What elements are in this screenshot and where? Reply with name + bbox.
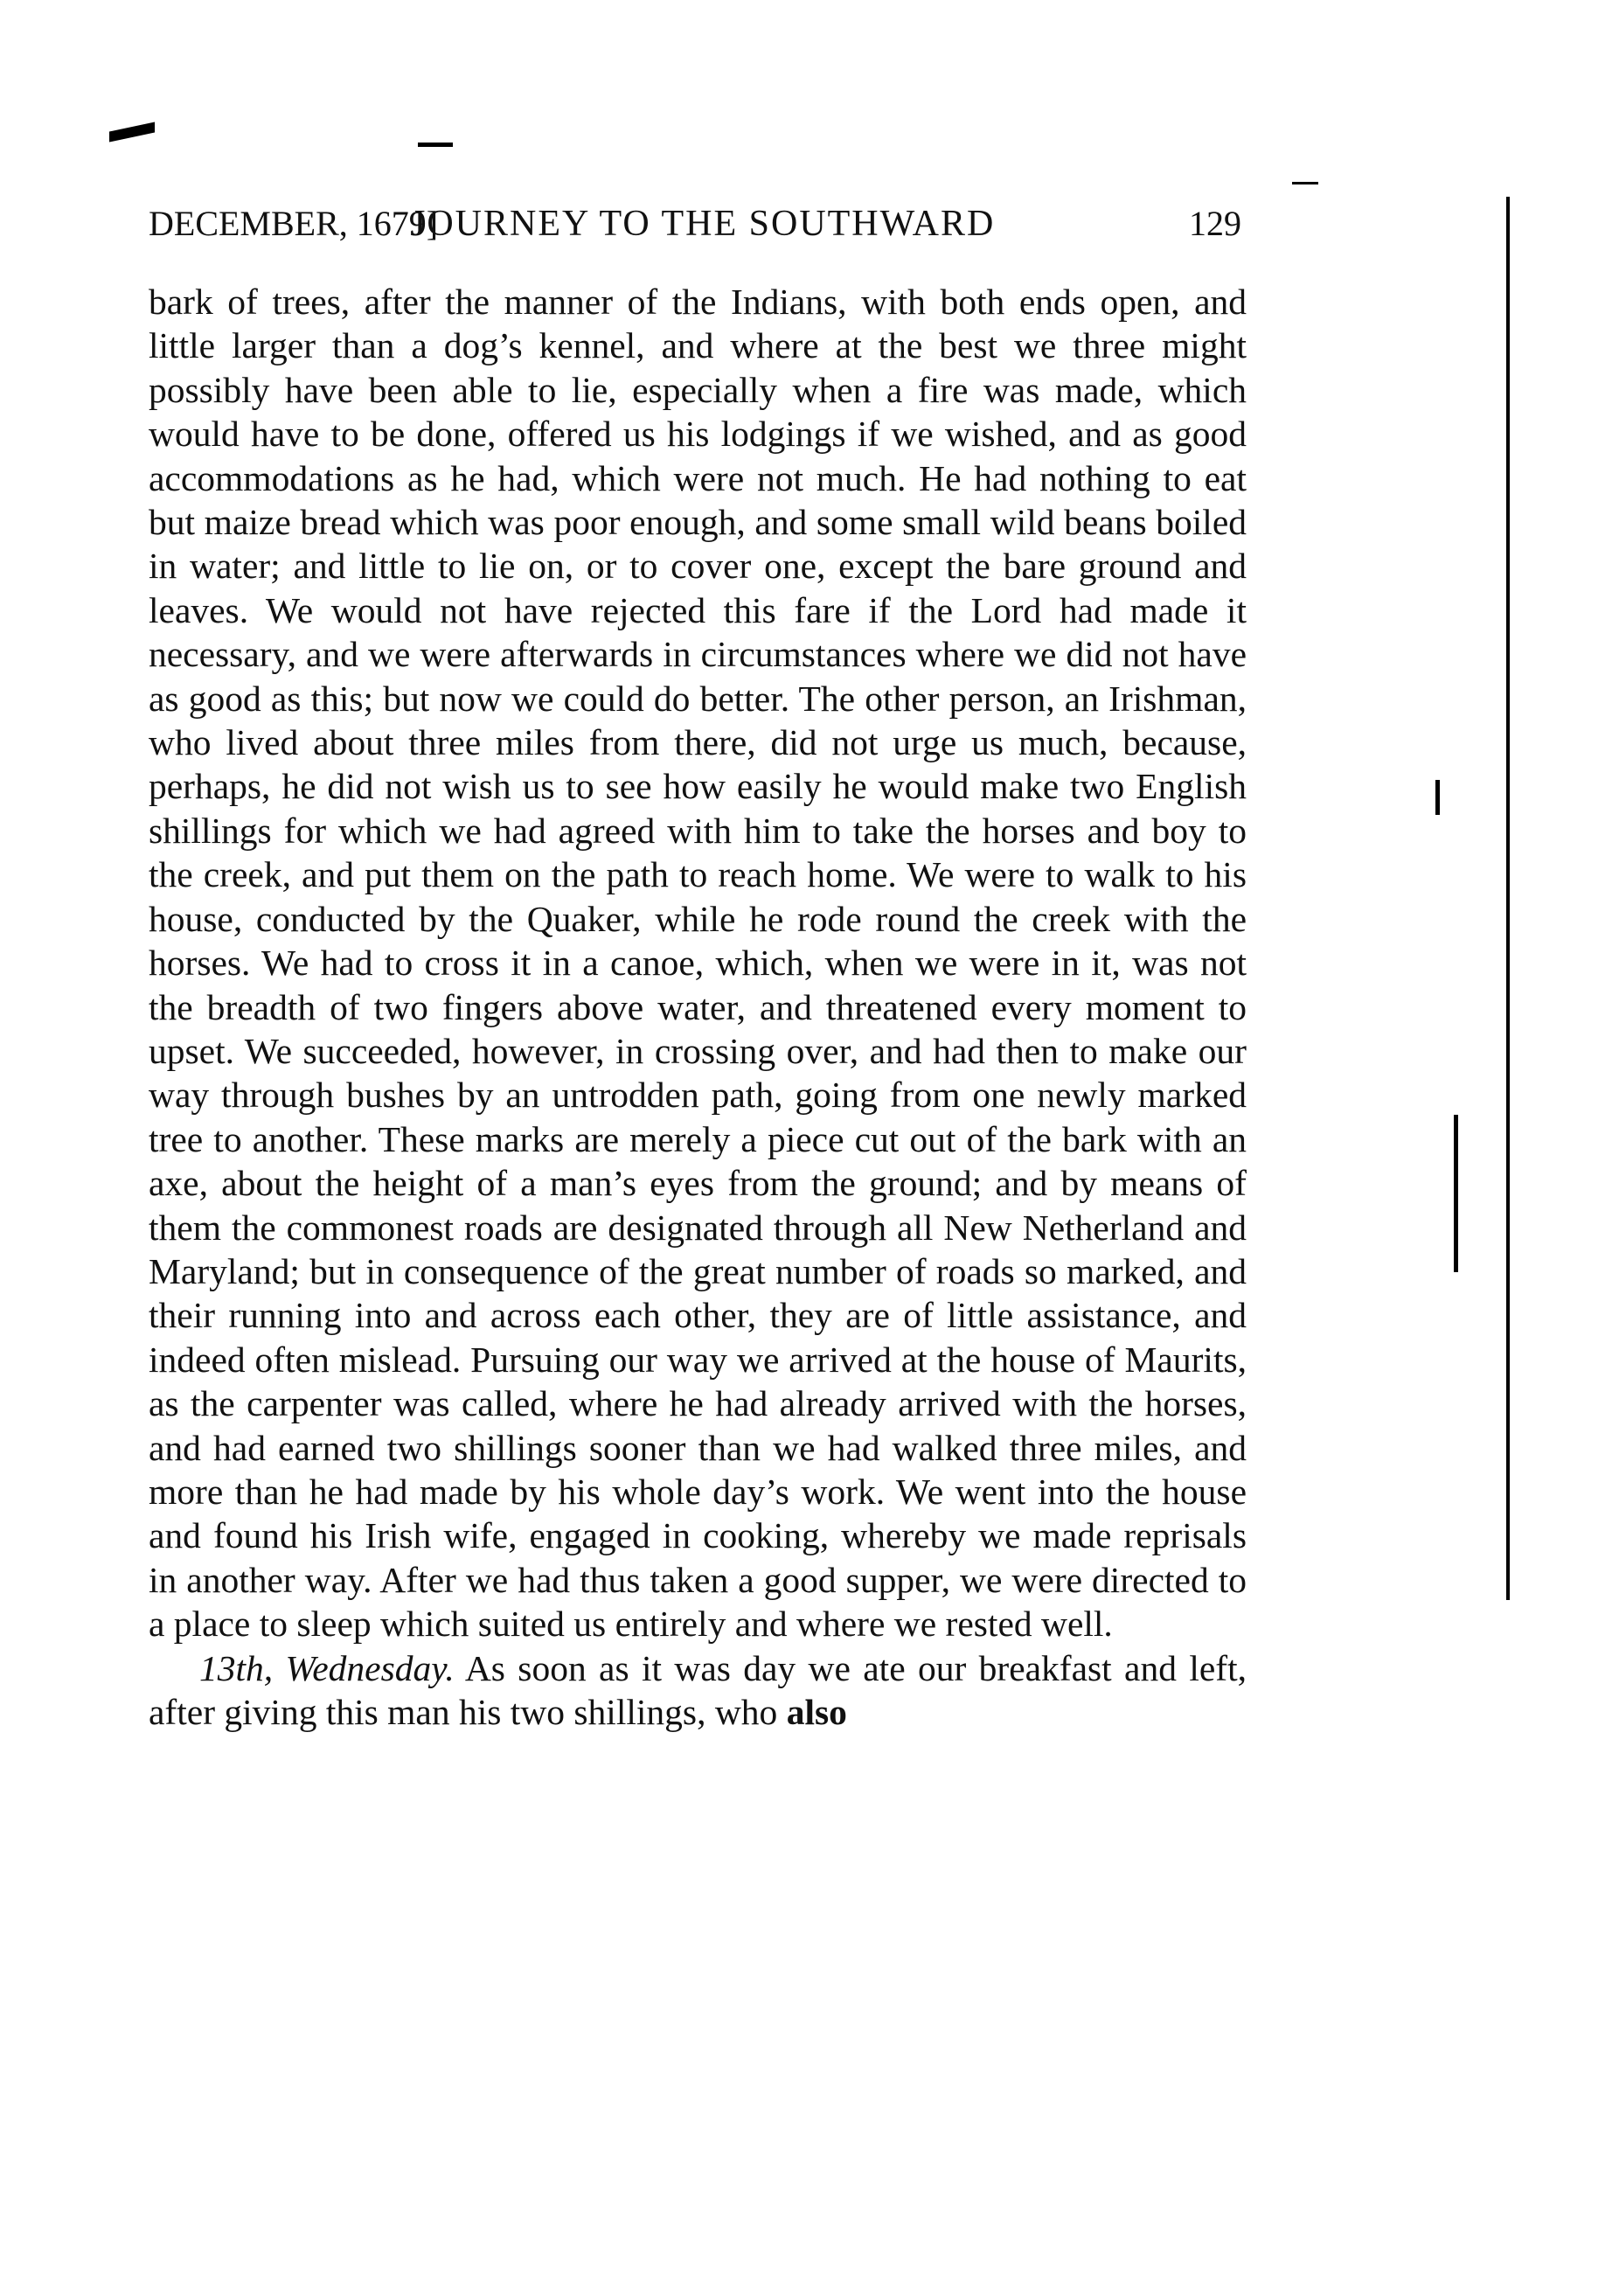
paragraph-1-text: bark of trees, after the manner of the Indians, with both ends open, and little larger than a dog’s kennel, and where at the best we three might possibly have been able to lie, especially when a fire was made, which would have to be done, offered us his lodgings if we wished, and as good accommodations as he had, which were not much. He had nothing to eat but maize bread which was poor enough, and some small wild beans boiled in water; and little to lie on, or to cover one, except the bare ground and leaves. We would not have rejected this fare if the Lord had made it necessary, and we were afterwards in circumstances where we did not have as good as this; but now we could do better. The other person, an Irishman, who lived about three miles from there, did not urge us much, because, perhaps, he did not wish us to see how easily he would make two English shillings for which we had agreed with him to take the horses and boy to the creek, and put them on the path to reach home. We were to walk to his house, conducted by the Quaker, while he rode round the creek with the horses. We had to cross it in a canoe, which, when we were in it, was not the breadth of two fingers above water, and threatened every moment to upset. We succeeded, however, in crossing over, and had then to make our way through bushes by an untrodden path, going from one newly marked tree to another. These marks are merely a piece cut out of the bark with an axe, about the height of a man’s eyes from the ground; and by means of them the commonest roads are designated through all New Netherland and Maryland; but in consequence of the great number of roads so marked, and their running into and across each other, they are of little assistance, and indeed often mislead. Pursuing our way we arrived at the house of Maurits, as the carpenter was called, where he had already arrived with the horses, and had earned two shillings sooner than we had walked three miles, and more than he had made by his whole day’s work. We went into the house and found his Irish wife, engaged in cooking, whereby we made reprisals in another way. After we had thus taken a good supper, we were directed to a place to sleep which suited us entirely and where we rested well.	[149, 282, 1247, 1645]
scan-smudge-right-1	[1435, 780, 1440, 815]
header-date: DECEMBER, 1679]	[149, 204, 439, 243]
running-header	[149, 203, 1241, 264]
page-number: 129	[1189, 204, 1241, 243]
scan-mark-top-left	[109, 122, 155, 142]
paragraph-1	[149, 280, 1247, 1646]
paragraph-2-tail: also	[786, 1692, 847, 1732]
paragraph-2	[149, 1646, 1247, 1735]
scan-mark-top	[418, 143, 453, 147]
paragraph-2-text: As soon as it was day we ate our breakfast and left, after giving this man his two shillings, who	[149, 1647, 1247, 1732]
running-title: JOURNEY TO THE SOUTHWARD	[411, 204, 996, 244]
scan-mark-top-right	[1292, 182, 1318, 184]
paragraph-2-date-heading: 13th, Wednesday.	[199, 1647, 455, 1688]
scan-edge-line-right	[1506, 197, 1510, 1600]
page-body	[149, 280, 1247, 1734]
scan-smudge-right-2	[1454, 1115, 1458, 1272]
